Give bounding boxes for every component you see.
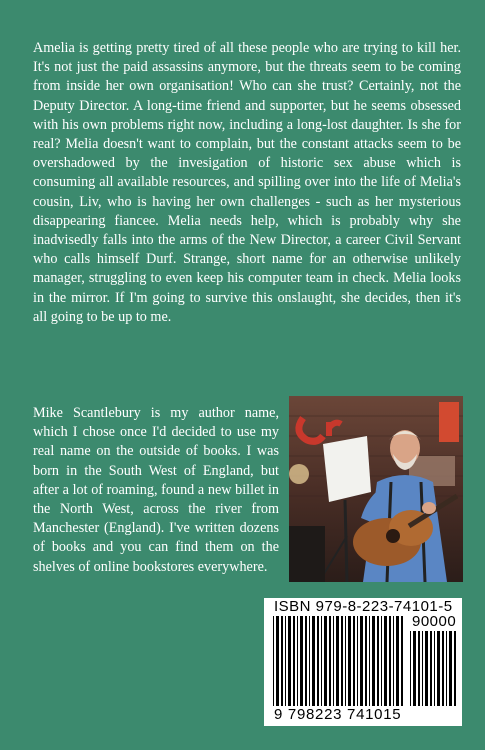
price-code: 90000 bbox=[412, 613, 457, 630]
isbn-barcode bbox=[264, 598, 462, 726]
author-photo-illustration bbox=[289, 396, 463, 582]
back-cover-blurb: Amelia is getting pretty tired of all these people who are trying to kill her. It's not just the paid assassins anymore, but the threats seem to be coming from inside her own organisation! Who can she trust? Certainly, not the Deputy Director. A long-time friend and supporter, but he seems obsessed with his own problems right now, including a long-lost daughter. Is she for real? Melia doesn't want to complain, but the constant attacks seem to be overshadowed by the invesigation of historic sex abuse which is consuming all available resources, and spilling over into the life of Melia's cousin, Liv, who is having her own challenges - such as her mysterious disappearing fiancee. Melia needs help, which is probably why she inadvisedly falls into the arms of the New Director, a career Civil Servant who calls himself Durf. Strange, short name for an otherwise unlikely manager, struggling to even keep his computer team in check. Melia looks in the mirror. If I'm going to survive this onslaught, she decides, then it's all going to be up to me. bbox=[33, 40, 461, 325]
barcode-digits: 9 798223 741015 bbox=[274, 706, 402, 723]
author-bio: Mike Scantlebury is my author name, which I chose once I'd decided to use my real name on the outside of books. I was born in the South West of England, but after a lot of roaming, found a new billet in the North West, across the river from Manchester (England). I've written dozens of books and you can find them on the shelves of online bookstores everywhere. bbox=[33, 405, 279, 575]
barcode-addon-bars bbox=[410, 631, 456, 706]
barcode-main-bars bbox=[273, 616, 403, 706]
isbn-label: ISBN 979-8-223-74101-5 bbox=[274, 598, 453, 615]
author-photo bbox=[289, 396, 463, 582]
